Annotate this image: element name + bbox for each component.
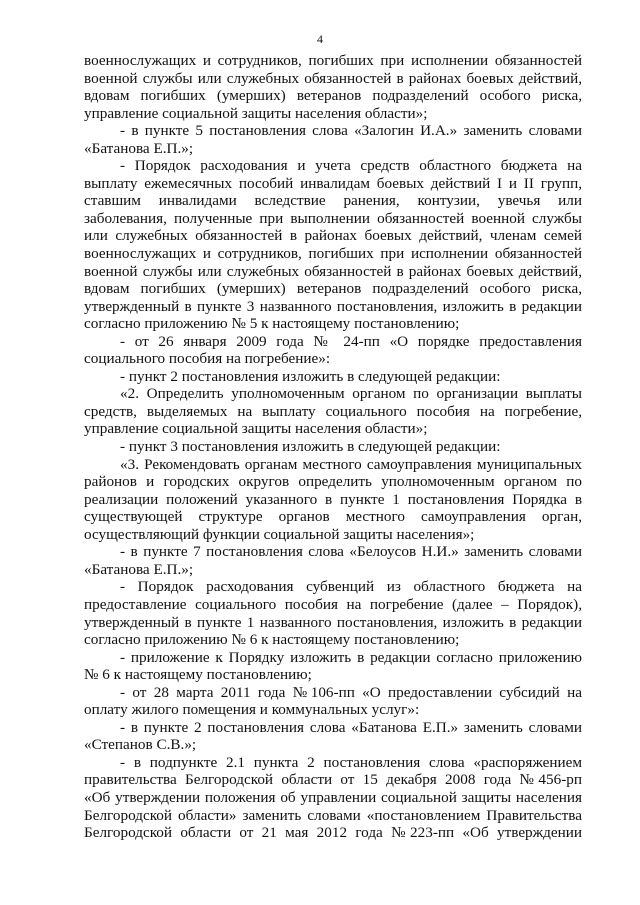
text-line: ставшим инвалидами вследствие ранения, контузии, увечья или xyxy=(84,192,582,210)
text-line: - Порядок расходования субвенций из областного бюджета на xyxy=(120,578,582,596)
text-line: № 6 к настоящему постановлению; xyxy=(84,666,312,684)
text-line: районов и городских округов определить уполномоченным органом по xyxy=(84,473,582,491)
text-line: или служебных обязанностей в районах боевых действий, членам семей xyxy=(84,227,582,245)
document-body xyxy=(84,52,582,842)
text-line: утвержденный в пункте 1 названного постановления, изложить в редакции xyxy=(84,613,582,631)
text-line: заболевания, полученные при выполнении обязанностей военной службы xyxy=(84,209,582,227)
text-line: управление социальной защиты населения области»; xyxy=(84,420,428,438)
text-line: вдовам погибших (умерших) ветеранов подразделений особого риска, xyxy=(84,87,582,105)
text-line: «Батанова Е.П.»; xyxy=(84,560,194,578)
text-line: - в подпункте 2.1 пункта 2 постановления слова «распоряжением xyxy=(120,753,582,771)
text-line: «3. Рекомендовать органам местного самоуправления муниципальных xyxy=(120,455,582,473)
text-line: осуществляющий функции социальной защиты населения»; xyxy=(84,525,475,543)
text-line: правительства Белгородской области от 15 декабря 2008 года №456-рп xyxy=(84,771,582,789)
text-line: реализации положений указанного в пункте 1 постановления Порядка в xyxy=(84,490,582,508)
text-line: «2. Определить уполномоченным органом по организации выплаты xyxy=(120,385,582,403)
text-line: Белгородской области» заменить словами «постановлением Правительства xyxy=(84,806,582,824)
text-line: военнослужащих и сотрудников, погибших при исполнении обязанностей xyxy=(84,245,582,263)
text-line: средств, выделяемых на выплату социального пособия на погребение, xyxy=(84,402,582,420)
text-line: - приложение к Порядку изложить в редакции согласно приложению xyxy=(120,648,582,666)
text-line: оплату жилого помещения и коммунальных услуг»: xyxy=(84,701,420,719)
text-line: существующей структуре органов местного самоуправления орган, xyxy=(84,508,582,526)
text-line: «Об утверждении положения об управлении социальной защиты населения xyxy=(84,788,582,806)
text-line: предоставление социального пособия на погребение (далее – Порядок), xyxy=(84,595,582,613)
text-line: - Порядок расходования и учета средств областного бюджета на xyxy=(120,157,582,175)
page-number: 4 xyxy=(317,32,323,46)
text-line: - от 26 января 2009 года № 24-пп «О порядке предоставления xyxy=(120,332,582,350)
text-line: выплату ежемесячных пособий инвалидам боевых действий I и II групп, xyxy=(84,174,582,192)
text-line: Белгородской области от 21 мая 2012 года №223-пп «Об утверждении xyxy=(84,824,582,842)
text-line: - в пункте 2 постановления слова «Батанова Е.П.» заменить словами xyxy=(120,718,582,736)
text-line: согласно приложению № 6 к настоящему постановлению; xyxy=(84,631,460,649)
text-line: управление социальной защиты населения области»; xyxy=(84,104,428,122)
text-line: военной службы или служебных обязанностей в районах боевых действий, xyxy=(84,69,582,87)
text-line: утвержденный в пункте 3 названного постановления, изложить в редакции xyxy=(84,297,582,315)
text-line: социального пособия на погребение»: xyxy=(84,350,331,368)
text-line: - в пункте 5 постановления слова «Залогин И.А.» заменить словами xyxy=(120,122,582,140)
text-line: «Степанов С.В.»; xyxy=(84,736,197,754)
text-line: - в пункте 7 постановления слова «Белоусов Н.И.» заменить словами xyxy=(120,543,582,561)
text-line: военной службы или служебных обязанностей в районах боевых действий, xyxy=(84,262,582,280)
text-line: согласно приложению № 5 к настоящему постановлению; xyxy=(84,315,460,333)
text-line: вдовам погибших (умерших) ветеранов подразделений особого риска, xyxy=(84,280,582,298)
text-line: - пункт 3 постановления изложить в следующей редакции: xyxy=(120,438,501,456)
text-line: «Батанова Е.П.»; xyxy=(84,139,194,157)
text-line: - пункт 2 постановления изложить в следующей редакции: xyxy=(120,367,501,385)
text-line: военнослужащих и сотрудников, погибших при исполнении обязанностей xyxy=(84,52,582,69)
text-line: - от 28 марта 2011 года №106-пп «О предоставлении субсидий на xyxy=(120,683,582,701)
